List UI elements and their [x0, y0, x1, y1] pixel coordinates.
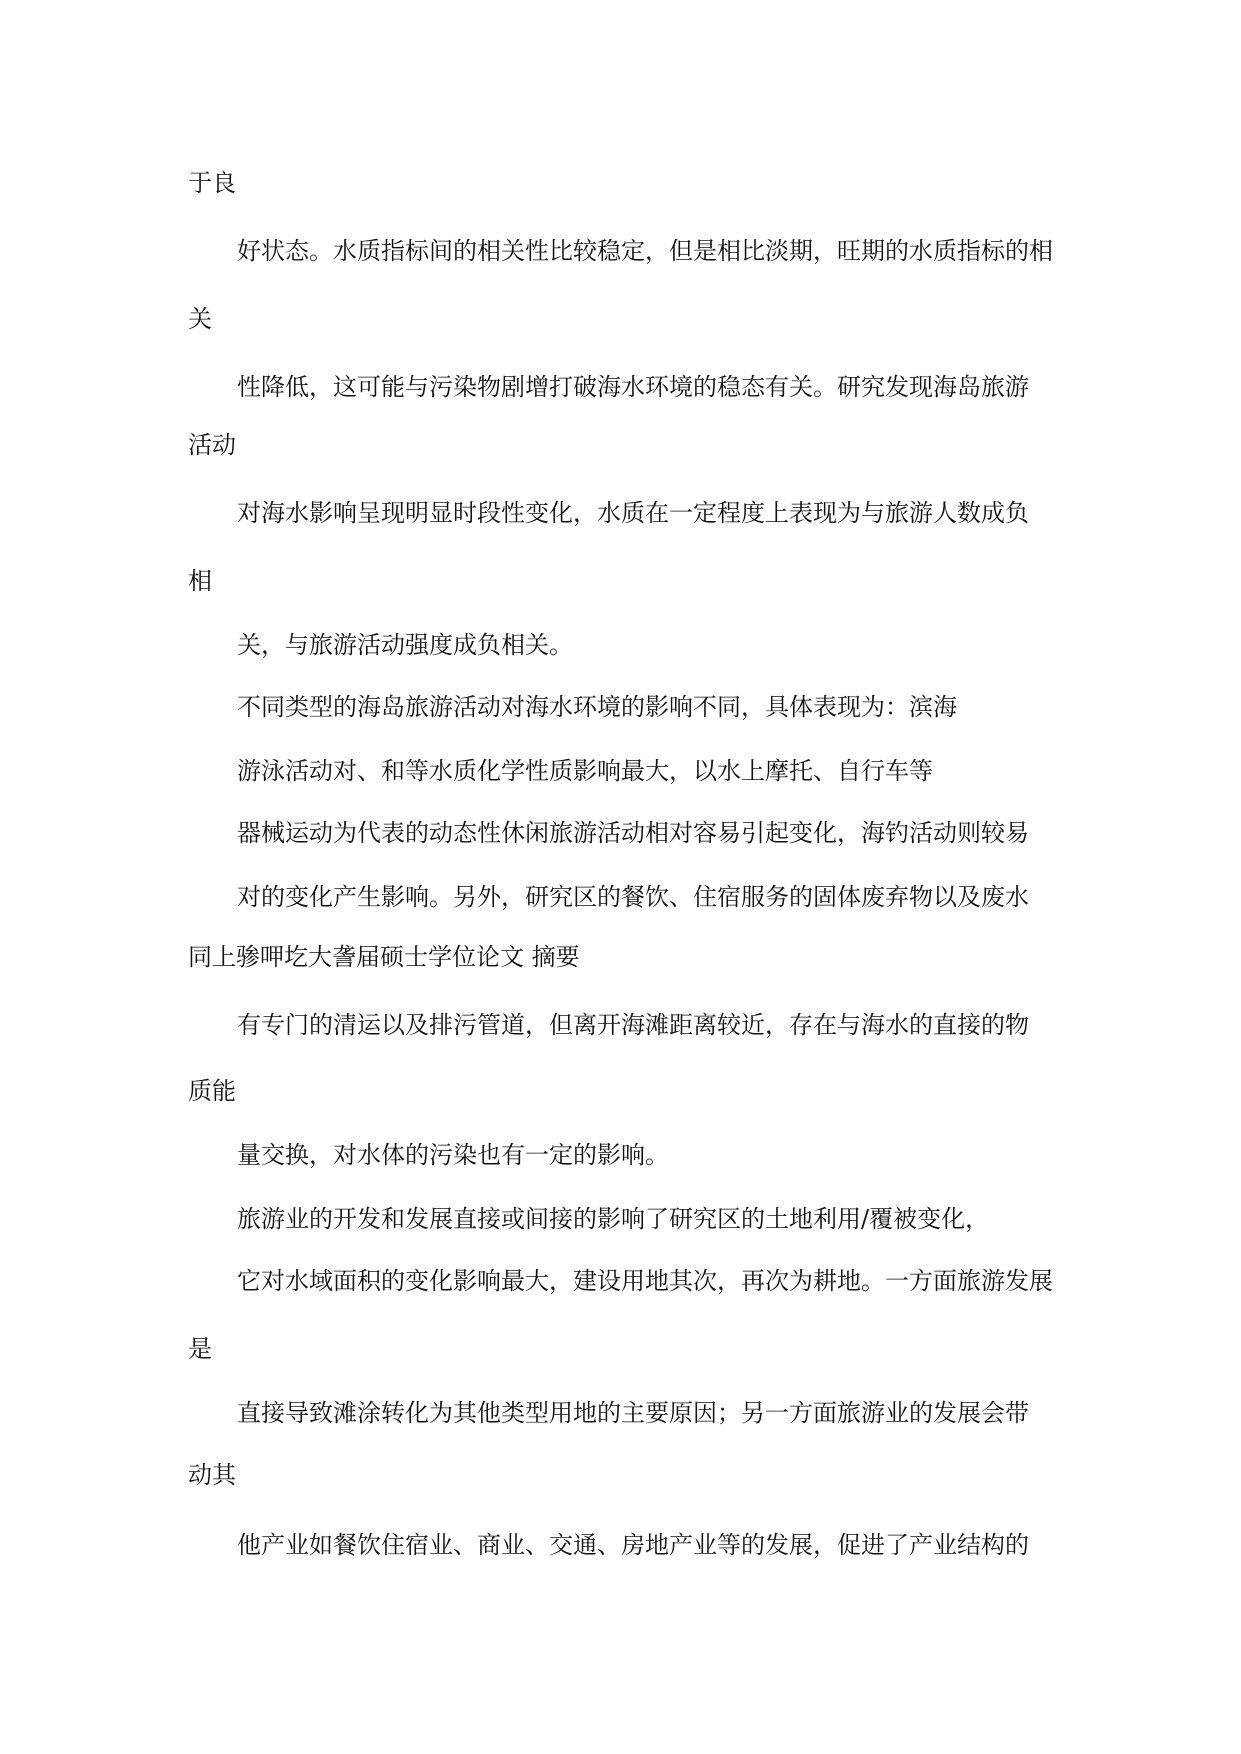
text-line-15: 质能: [188, 1077, 236, 1105]
text-line-22: 他产业如餐饮住宿业、商业、交通、房地产业等的发展，促进了产业结构的: [237, 1531, 1029, 1559]
text-line-3: 关: [188, 305, 212, 333]
text-line-19: 是: [188, 1335, 212, 1363]
text-line-11: 器械运动为代表的动态性休闲旅游活动相对容易引起变化，海钓活动则较易: [237, 819, 1029, 847]
text-line-2: 好状态。水质指标间的相关性比较稳定，但是相比淡期，旺期的水质指标的相: [237, 237, 1053, 265]
text-line-17: 旅游业的开发和发展直接或间接的影响了研究区的土地利用/覆被变化，: [237, 1205, 990, 1233]
text-line-12: 对的变化产生影响。另外，研究区的餐饮、住宿服务的固体废弃物以及废水: [237, 883, 1029, 911]
text-line-5: 活动: [188, 431, 236, 459]
text-line-7: 相: [188, 567, 212, 595]
text-line-6: 对海水影响呈现明显时段性变化，水质在一定程度上表现为与旅游人数成负: [237, 499, 1029, 527]
text-line-8: 关，与旅游活动强度成负相关。: [237, 631, 573, 659]
running-header: 同上骖呷圪大詟届硕士学位论文 摘要: [188, 943, 580, 971]
text-line-10: 游泳活动对、和等水质化学性质影响最大，以水上摩托、自行车等: [237, 757, 933, 785]
text-line-20: 直接导致滩涂转化为其他类型用地的主要原因；另一方面旅游业的发展会带: [237, 1399, 1029, 1427]
text-line-14: 有专门的清运以及排污管道，但离开海滩距离较近，存在与海水的直接的物: [237, 1011, 1029, 1039]
text-line-1: 于良: [188, 169, 236, 197]
text-line-9: 不同类型的海岛旅游活动对海水环境的影响不同，具体表现为：滨海: [237, 693, 957, 721]
text-line-18: 它对水域面积的变化影响最大，建设用地其次，再次为耕地。一方面旅游发展: [237, 1267, 1053, 1295]
text-line-4: 性降低，这可能与污染物剧增打破海水环境的稳态有关。研究发现海岛旅游: [237, 373, 1029, 401]
text-line-16: 量交换，对水体的污染也有一定的影响。: [237, 1141, 669, 1169]
text-line-21: 动其: [188, 1461, 236, 1489]
